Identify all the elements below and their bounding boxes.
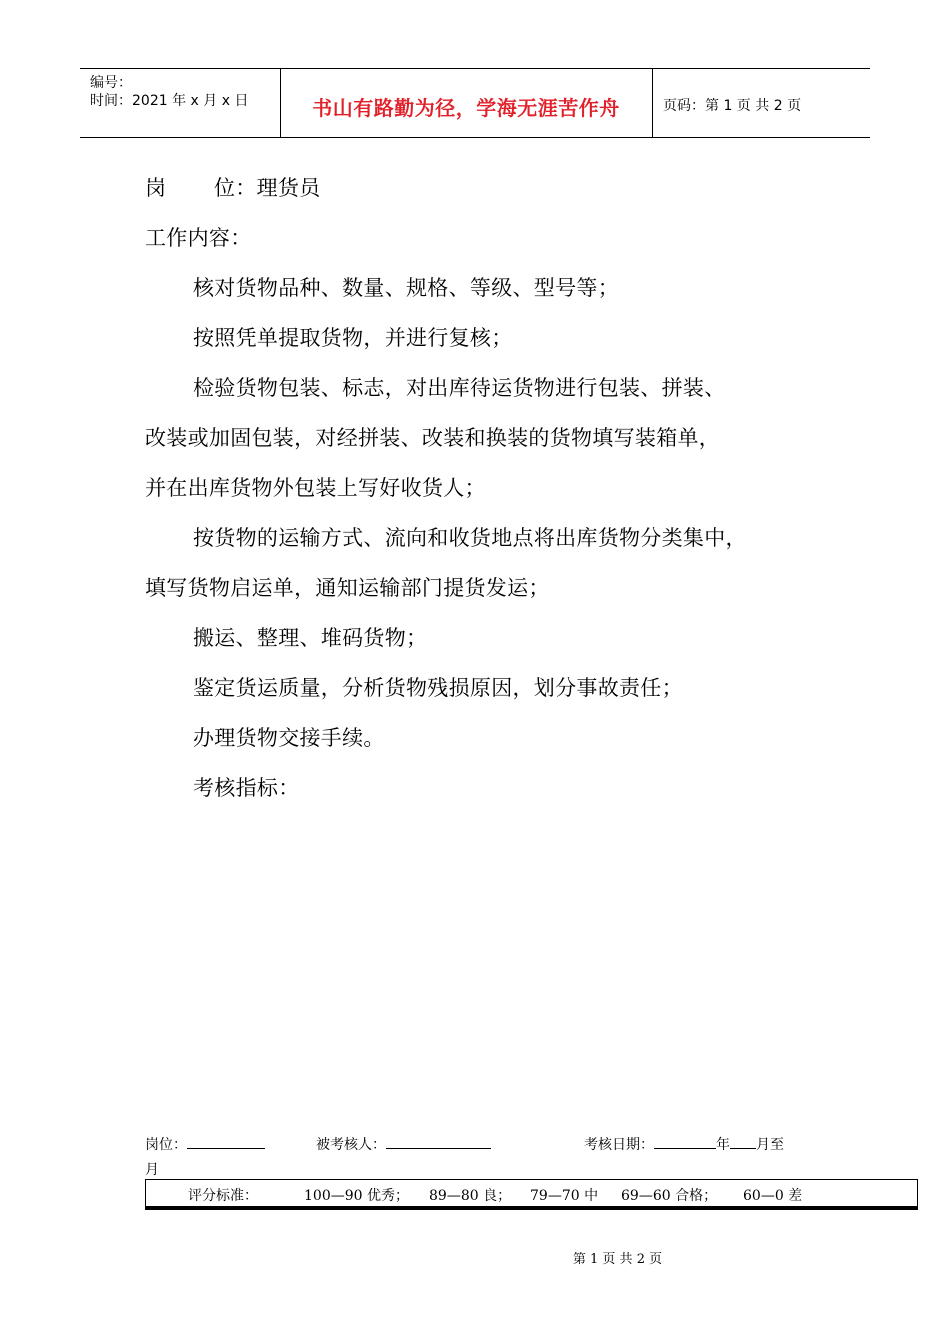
date-label: 时间：2021 年 x 月 x 日 (90, 93, 249, 109)
post-label-b: 位：理货员 (214, 176, 321, 200)
month-end-label: 月 (145, 1162, 159, 1178)
bottom-rule (145, 1209, 918, 1210)
duty-item: 填写货物启运单，通知运输部门提货发运； (145, 576, 550, 600)
assessment-form-row (145, 1134, 265, 1154)
score-excellent: 100—90 优秀； (304, 1188, 409, 1204)
form-assessee-label: 被考核人： (316, 1137, 386, 1153)
score-good: 89—80 良； (429, 1188, 512, 1204)
duty-item: 检验货物包装、标志，对出库待运货物进行包装、拼装、 (193, 376, 726, 400)
serial-number-label: 编号： (90, 75, 132, 91)
page-number: 第 1 页 共 2 页 (572, 1252, 663, 1267)
kpi-heading: 考核指标： (193, 776, 300, 800)
post-label-a: 岗 (145, 176, 166, 200)
duty-item: 搬运、整理、堆码货物； (193, 626, 428, 650)
month-blank[interactable] (730, 1134, 756, 1149)
score-medium: 79—70 中 (530, 1188, 599, 1204)
score-poor: 60—0 差 (743, 1188, 803, 1204)
duty-item: 鉴定货运质量，分析货物残损原因，划分事故责任； (193, 676, 683, 700)
post-blank[interactable] (187, 1134, 265, 1149)
duty-item: 改装或加固包装，对经拼装、改装和换装的货物填写装箱单， (145, 426, 721, 450)
form-post-label: 岗位： (145, 1137, 187, 1153)
year-unit: 年 (716, 1137, 730, 1153)
duty-item: 办理货物交接手续。 (193, 726, 385, 750)
assessee-blank[interactable] (386, 1134, 491, 1149)
score-pass: 69—60 合格； (621, 1188, 718, 1204)
duty-item: 并在出库货物外包装上写好收货人； (145, 476, 486, 500)
duty-item: 核对货物品种、数量、规格、等级、型号等； (193, 276, 619, 300)
year-blank[interactable] (654, 1134, 716, 1149)
motto-text: 书山有路勤为径，学海无涯苦作舟 (312, 96, 620, 120)
duty-item: 按货物的运输方式、流向和收货地点将出库货物分类集中， (193, 526, 747, 550)
header-page-cell (653, 69, 870, 137)
month-to: 月至 (756, 1137, 784, 1153)
header-meta-cell (80, 69, 281, 137)
duty-item: 按照凭单提取货物，并进行复核； (193, 326, 513, 350)
header-motto-cell (280, 69, 653, 137)
post-line (145, 172, 321, 202)
form-date-label: 考核日期： (584, 1137, 654, 1153)
page-header (80, 68, 870, 138)
date-row (584, 1134, 784, 1154)
scoring-standard-box (145, 1179, 918, 1209)
assessee-row (316, 1134, 491, 1154)
content-heading: 工作内容： (145, 226, 252, 250)
score-title: 评分标准： (188, 1188, 258, 1204)
header-page-label: 页码：第 1 页 共 2 页 (663, 98, 802, 114)
